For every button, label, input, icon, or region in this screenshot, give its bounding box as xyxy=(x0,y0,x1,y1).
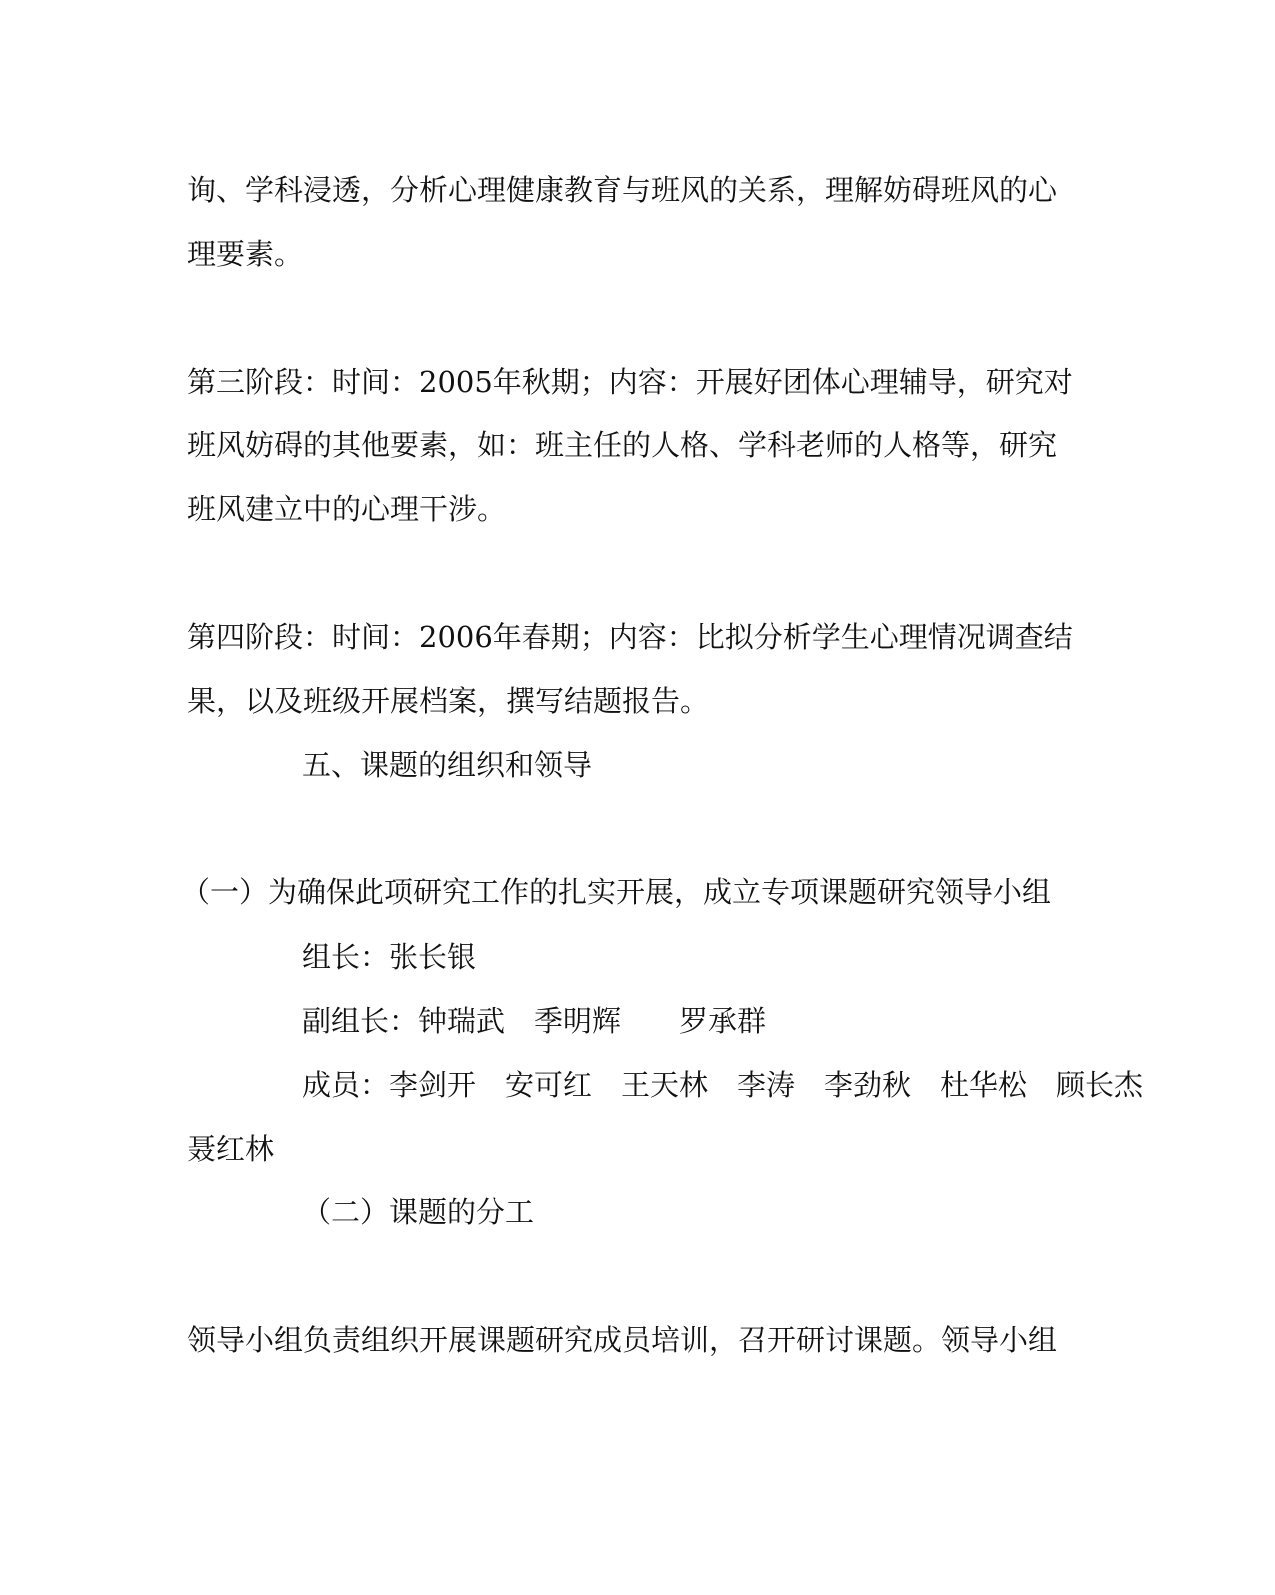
group-members-line-2: 聂红林 xyxy=(187,1132,275,1166)
paragraph-1-line-2: 理要素。 xyxy=(187,237,304,271)
group-leader: 组长：张长银 xyxy=(302,940,477,974)
subsection-1-heading: （一）为确保此项研究工作的扎实开展，成立专项课题研究领导小组 xyxy=(181,875,1052,909)
paragraph-2-line-3: 班风建立中的心理干涉。 xyxy=(187,492,507,526)
paragraph-3-line-2: 果，以及班级开展档案，撰写结题报告。 xyxy=(187,684,710,718)
paragraph-3-line-1: 第四阶段：时间：2006年春期；内容：比拟分析学生心理情况调查结 xyxy=(187,620,1073,654)
section-5-heading: 五、课题的组织和领导 xyxy=(302,748,593,782)
group-vice-leaders: 副组长：钟瑞武 季明辉 罗承群 xyxy=(302,1004,767,1038)
group-members-line-1: 成员：李剑开 安可红 王天林 李涛 李劲秋 杜华松 顾长杰 xyxy=(302,1068,1144,1102)
paragraph-4-line-1: 领导小组负责组织开展课题研究成员培训，召开研讨课题。领导小组 xyxy=(187,1323,1058,1357)
paragraph-2-line-2: 班风妨碍的其他要素，如：班主任的人格、学科老师的人格等，研究 xyxy=(187,428,1058,462)
subsection-2-heading: （二）课题的分工 xyxy=(302,1195,535,1229)
paragraph-2-line-1: 第三阶段：时间：2005年秋期；内容：开展好团体心理辅导，研究对 xyxy=(187,365,1073,399)
paragraph-1-line-1: 询、学科浸透，分析心理健康教育与班风的关系，理解妨碍班风的心 xyxy=(187,173,1058,207)
